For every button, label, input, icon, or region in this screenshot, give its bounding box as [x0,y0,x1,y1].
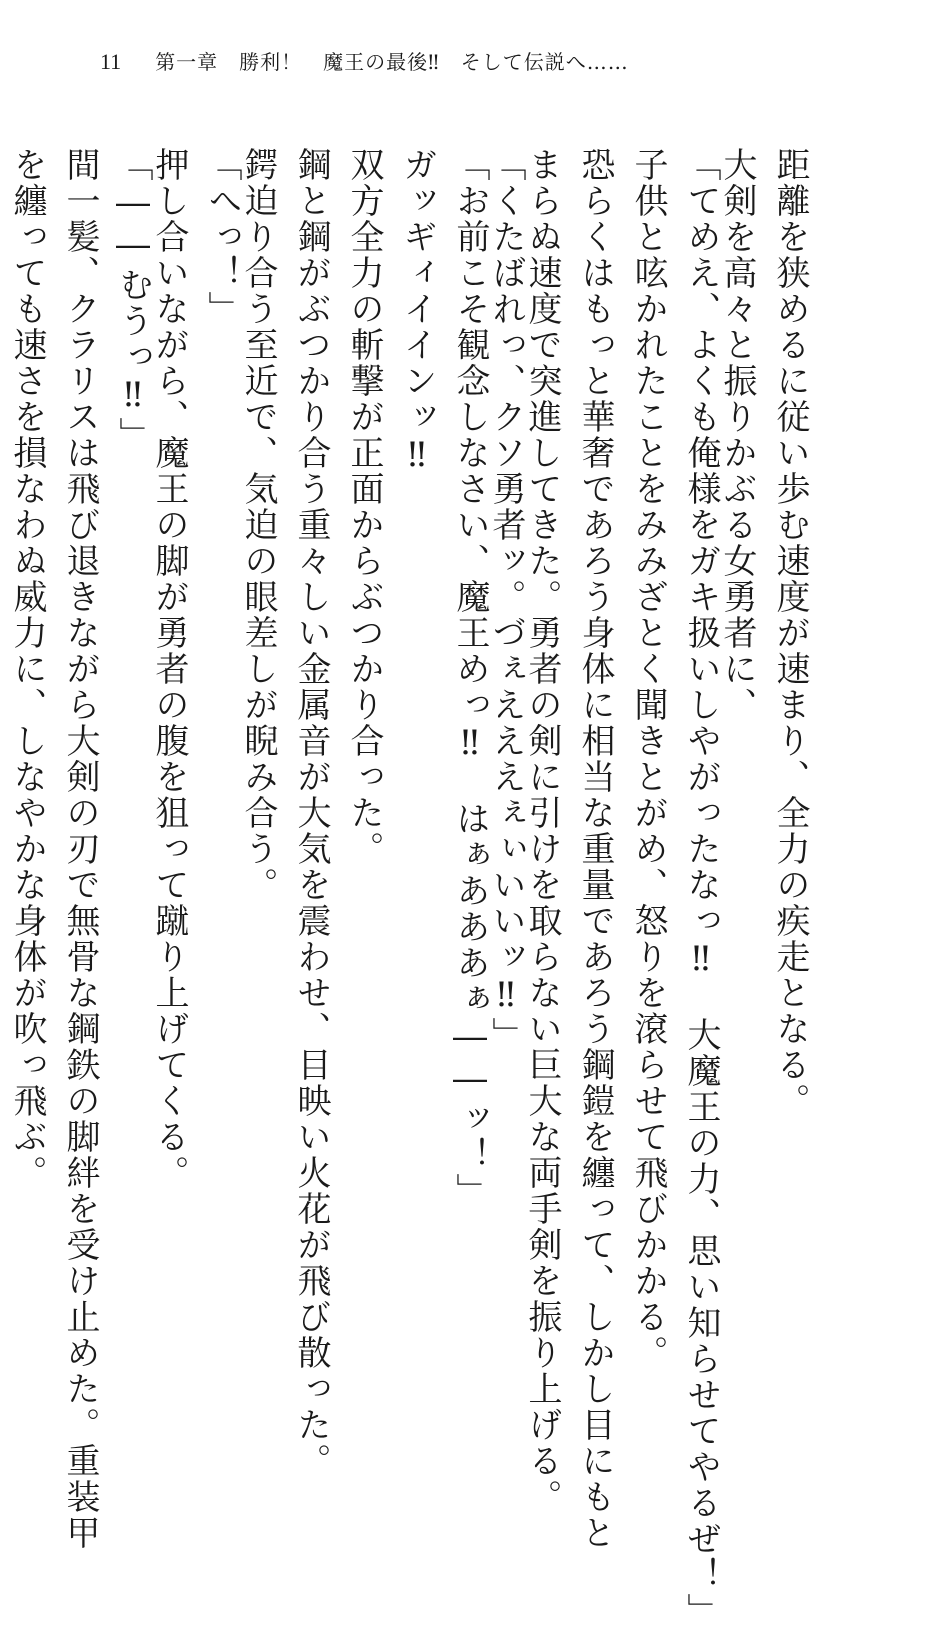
page-number: 11 [100,49,122,74]
text-line: 双方全力の斬撃が正面からぶつかり合った。 [344,147,384,867]
text-line: 大剣を高々と振りかぶる女勇者に、 [717,147,757,723]
dialogue-line: 「お前こそ観念しなさい、魔王めっ‼ はぁあああぁ――ッ！」 [450,147,490,1209]
running-header [100,46,629,75]
text-line: 恐らくはもっと華奢であろう身体に相当な重量であろう鋼鎧を纏って、しかし目にもと [575,147,615,1551]
text-line: 鍔迫り合う至近で、気迫の眼差しが睨み合う。 [238,147,278,903]
dialogue-line: 「くたばれっ、クソ勇者ッ。づぇえええぇぃいいッ‼」 [486,147,526,1053]
text-line: まらぬ速度で突進してきた。勇者の剣に引けを取らない巨大な両手剣を振り上げる。 [522,147,562,1515]
body-text [7,147,816,1629]
text-line: ガッギィイインッ‼ [397,147,437,477]
text-line: 距離を狭めるに従い歩む速度が速まり、全力の疾走となる。 [770,147,810,1119]
text-line: 押し合いながら、魔王の脚が勇者の腹を狙って蹴り上げてくる。 [149,147,189,1191]
text-line: 鋼と鋼がぶつかり合う重々しい金属音が大気を震わせ、目映い火花が飛び散った。 [291,147,331,1479]
dialogue-line: 「てめえ、よくも俺様をガキ扱いしやがったなっ‼ 大魔王の力、思い知らせてやるぜ！」 [681,147,721,1629]
dialogue-line: 「へっ！」 [202,147,242,327]
text-line: を纏っても速さを損なわぬ威力に、しなやかな身体が吹っ飛ぶ。 [7,147,47,1191]
text-line: 間一髪、クラリスは飛び退きながら大剣の刃で無骨な鋼鉄の脚絆を受け止めた。重装甲 [60,147,100,1551]
dialogue-line: 「――むうっ‼」 [113,147,153,453]
running-title: 第一章 勝利！ 魔王の最後‼ そして伝説へ…… [155,50,629,74]
text-line: 子供と呟かれたことをみみざとく聞きとがめ、怒りを滾らせて飛びかかる。 [628,147,668,1371]
